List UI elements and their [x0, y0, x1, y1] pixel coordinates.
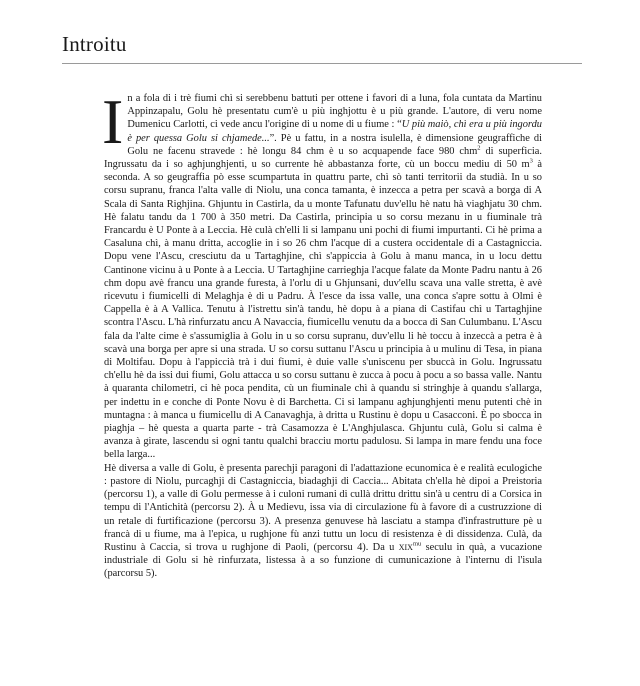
- paragraph-1-text-b: ”. Pè u fattu, in a nostra isulella, è dimensione geugraffiche di Golu ne facenu stravede : hè longu 84 chm è u so acquapende face 980 chm: [127, 132, 542, 157]
- paragraph-valley: [104, 462, 542, 581]
- paragraph-1-text-c: di superficia. Ingrussatu da i so aghjunghjenti, u so currente hè abbastanza forte, cù un boccu mediu di 50 m: [104, 145, 543, 171]
- superscript-squared: 2: [477, 144, 481, 152]
- paragraph-2-text-b: seculu in quà, a vucazione industriale di Golu si hè rinfurzata, listessa à a so funzione di cumunicazione à l'internu di l'isula (parcorsu 5).: [104, 541, 542, 580]
- superscript-cubed: 3: [529, 157, 533, 165]
- paragraph-rivers: [102, 86, 543, 462]
- drop-cap: I: [102, 86, 124, 157]
- paragraph-2-text-a: Hè diversa a valle di Golu, è presenta parechji paragoni di l'adattazione ecunomica è e realità eculogiche : pastore di Niolu, purcaghji di Castagniccia, biadaghji di Caccia... Abitata ch'ella hè dipoi a Preistoria (percorsu 1), a valle di Golu permesse à i culoni rumani di cullà drittu drittu sin'à u centru di a Corsica in tempu di l'Antichità (percorsu 2). À u Medievu, issa via di circulazione fù à favore di a custruzzione di un retale di furtificazione (percorsu 3). A presenza genuvese hà lasciatu a stampa d'infrastrutture pè u francà di u fiume, ma à l'epica, u rughjone fù anzi tuttu un locu di resistenza è di dissidenza. Culà, da Rustinu à Caccia, si trova u rughjone di Paoli, (percorsu 4). Da u: [104, 462, 542, 553]
- century-suffix: mu: [412, 540, 422, 548]
- paragraph-1-text-d: à seconda. A so geugraffia pò esse scumpartuta in quattru parte, chì sò tanti territorii da studià. In u so corsu supranu, franca l'alta valle di Niolu, una conca tamanta, è inzecca a petra per scavà a borga di A Scala di Santa Righjina. Ghjuntu in Castirla, da u monte Tafunatu duv'ellu hè natu hà viaghjatu 30 chm. Hè falatu tandu da 1 700 à 350 metri. Da Castirla, principia u so corsu mezanu in u fiuminale trà Francardu è U Ponte à a Leccia. Hè culà ch'elli li si lampanu uni pochi di fiumi impurtanti. Ci hè prima a Casaluna chì, à manu dritta, accoglie in i so 26 chm l'acque di a custera occidentale di a Castagniccia. Dopu vene l'Ascu, cresciutu da u Tartaghjine, chì s'appiccia à Golu à manu manca, in u locu dettu Cantinone vicinu à u Ponte à a Leccia. U Tartaghjine carrieghja l'acque falate da Monte Padru nantu à 26 chm dopu avè francu una grande furesta, à l'orlu di u Ghjunsani, duv'ellu scava una valle stretta, è avè ricevutu i fiumicelli di Melaghja è di u Padru. À l'esce da issa valle, una conca s'apre sottu à Olmi è Cappella è à A Vallica. Tenutu à l'istrettu sin'à tandu, hè dopu à a piana di Castifau chì u Tartaghjine scontra l'Ascu. L'hà rinfurzatu ancu A Navaccia, fiumicellu venutu da a bocca di San Culumbanu. L'Ascu fala da l'alte cime è s'assumiglia à Golu in u so corsu supranu, duv'ellu li hè toccu à inzeccà a petra è à scavà una borga per apre si una strada. U so corsu suttanu l'Ascu u principia à u mulinu di Tesa, in piana di Moltifau. Dopu à l'appiccià trà i dui fiumi, è duie valle s'uniscenu per sbuccà in Golu. Ingrussatu ch'ellu hè da issi dui fiumi, Golu attacca u so corsu suttanu è zucca à pocu à pocu a so bassa valle. Nantu à quaranta chilometri, ci hè poca pendita, cù un fiuminale chì à quandu si stringhje à quandu s'allarga, per indettu in e conche di Ponte Novu è di Barchetta. Ci si lampanu aghjunghjenti menu putenti chè in muntagna : à manca u fiumicellu di A Canavaghja, à dritta u Rustinu è dopu u Casacconi. È po sbocca in piaghja – hè questa a quarta parte - trà Casamozza è L'Anghjulasca. Ghjuntu culà, Golu si calma è avanza à girate, lascendu si ogni tantu qualchi bracciu mortu padulosu. Si lampa in mare fendu una foce bella larga...: [104, 159, 542, 461]
- body-text: [102, 86, 543, 581]
- century-numeral: XIX: [398, 542, 413, 552]
- page-title: Introitu: [62, 30, 582, 64]
- paragraph-1-text-a: n a fola di i trè fiumi chì si serebbenu battuti per ottene i favori di a luna, fola cuntata da Martinu Appinzapalu, Golu hè presentatu cum'è u più inghjottu è u più grande. L'autore, di veru nome Dumenicu Carlotti, ci vede ancu l'origine di u nome di u fiume : “: [127, 93, 542, 131]
- legend-quote: U più maiò, chì era u più ingordu è per quessa Golu si chjamede...: [127, 119, 542, 144]
